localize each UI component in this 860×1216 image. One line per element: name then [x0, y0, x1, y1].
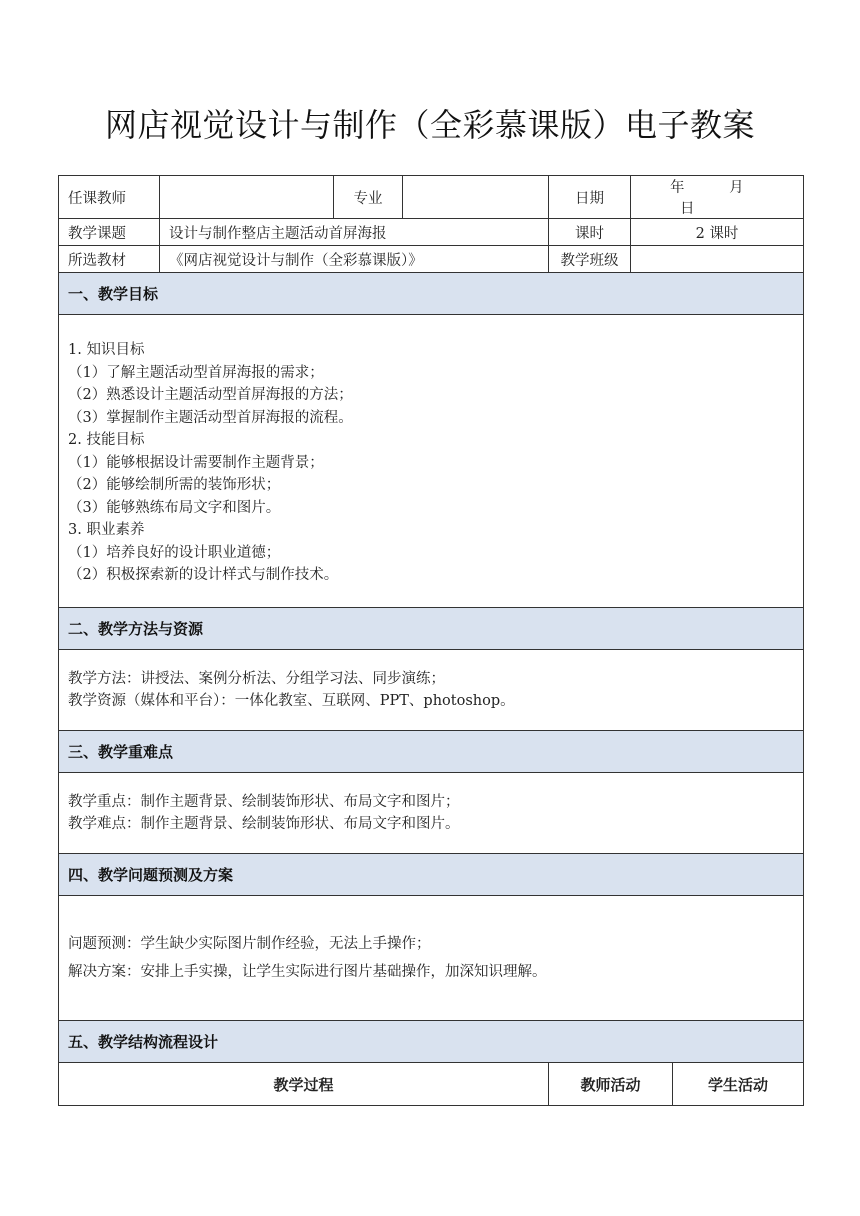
lesson-plan-table [58, 175, 804, 1106]
problem-line: 问题预测：学生缺少实际图片制作经验，无法上手操作； [68, 936, 431, 952]
methods-heading: 二、教学方法与资源 [59, 608, 804, 650]
flow-col-student: 学生活动 [673, 1063, 804, 1106]
date-label: 日期 [549, 176, 631, 219]
class-value [631, 246, 804, 273]
goal-line: 1. 知识目标 [68, 342, 145, 359]
goals-heading: 一、教学目标 [59, 273, 804, 315]
flow-columns-row [59, 1063, 804, 1106]
section-header-methods [59, 608, 804, 650]
goal-line: 2. 技能目标 [68, 432, 145, 449]
hours-value: 2 课时 [631, 219, 804, 246]
flow-col-teacher: 教师活动 [549, 1063, 673, 1106]
class-label: 教学班级 [549, 246, 631, 273]
teacher-value [160, 176, 334, 219]
date-year: 年 [670, 180, 685, 196]
keypoint-line: 教学重点：制作主题背景、绘制装饰形状、布局文字和图片； [68, 793, 460, 810]
goal-line: （1）了解主题活动型首屏海报的需求； [68, 364, 324, 381]
teacher-label: 任课教师 [59, 176, 160, 219]
goal-line: （3）能够熟练布局文字和图片。 [68, 499, 281, 516]
info-row-topic [59, 219, 804, 246]
keypoints-heading: 三、教学重难点 [59, 731, 804, 773]
date-value [631, 176, 804, 219]
flow-heading: 五、教学结构流程设计 [59, 1021, 804, 1063]
major-label: 专业 [334, 176, 403, 219]
section-body-goals [59, 315, 804, 608]
goal-line: （1）能够根据设计需要制作主题背景； [68, 454, 324, 471]
info-row-teacher [59, 176, 804, 219]
goal-line: （2）熟悉设计主题活动型首屏海报的方法； [68, 387, 353, 404]
section-body-problems [59, 896, 804, 1021]
solution-line: 解决方案：安排上手实操，让学生实际进行图片基础操作，加深知识理解。 [68, 964, 547, 980]
resource-line: 教学资源（媒体和平台）：一体化教室、互联网、PPT、photoshop。 [68, 693, 515, 709]
topic-label: 教学课题 [59, 219, 160, 246]
major-value [403, 176, 549, 219]
goal-line: 3. 职业素养 [68, 522, 145, 539]
textbook-value: 《网店视觉设计与制作（全彩慕课版）》 [160, 246, 549, 273]
section-body-methods [59, 650, 804, 731]
section-header-problems [59, 854, 804, 896]
section-header-keypoints [59, 731, 804, 773]
date-month: 月 [729, 180, 744, 196]
section-header-flow [59, 1021, 804, 1063]
textbook-label: 所选教材 [59, 246, 160, 273]
section-body-keypoints [59, 773, 804, 854]
section-header-goals [59, 273, 804, 315]
goal-line: （2）积极探索新的设计样式与制作技术。 [68, 567, 339, 584]
goal-line: （3）掌握制作主题活动型首屏海报的流程。 [68, 409, 353, 426]
date-day: 日 [680, 201, 695, 217]
method-line: 教学方法：讲授法、案例分析法、分组学习法、同步演练； [68, 670, 445, 687]
flow-col-process: 教学过程 [59, 1063, 549, 1106]
goal-line: （1）培养良好的设计职业道德； [68, 544, 281, 561]
topic-value: 设计与制作整店主题活动首屏海报 [160, 219, 549, 246]
problems-heading: 四、教学问题预测及方案 [59, 854, 804, 896]
document-title: 网店视觉设计与制作（全彩慕课版）电子教案 [104, 106, 755, 144]
info-row-textbook [59, 246, 804, 273]
difficulty-line: 教学难点：制作主题背景、绘制装饰形状、布局文字和图片。 [68, 816, 460, 832]
hours-label: 课时 [549, 219, 631, 246]
goal-line: （2）能够绘制所需的装饰形状； [68, 477, 281, 494]
